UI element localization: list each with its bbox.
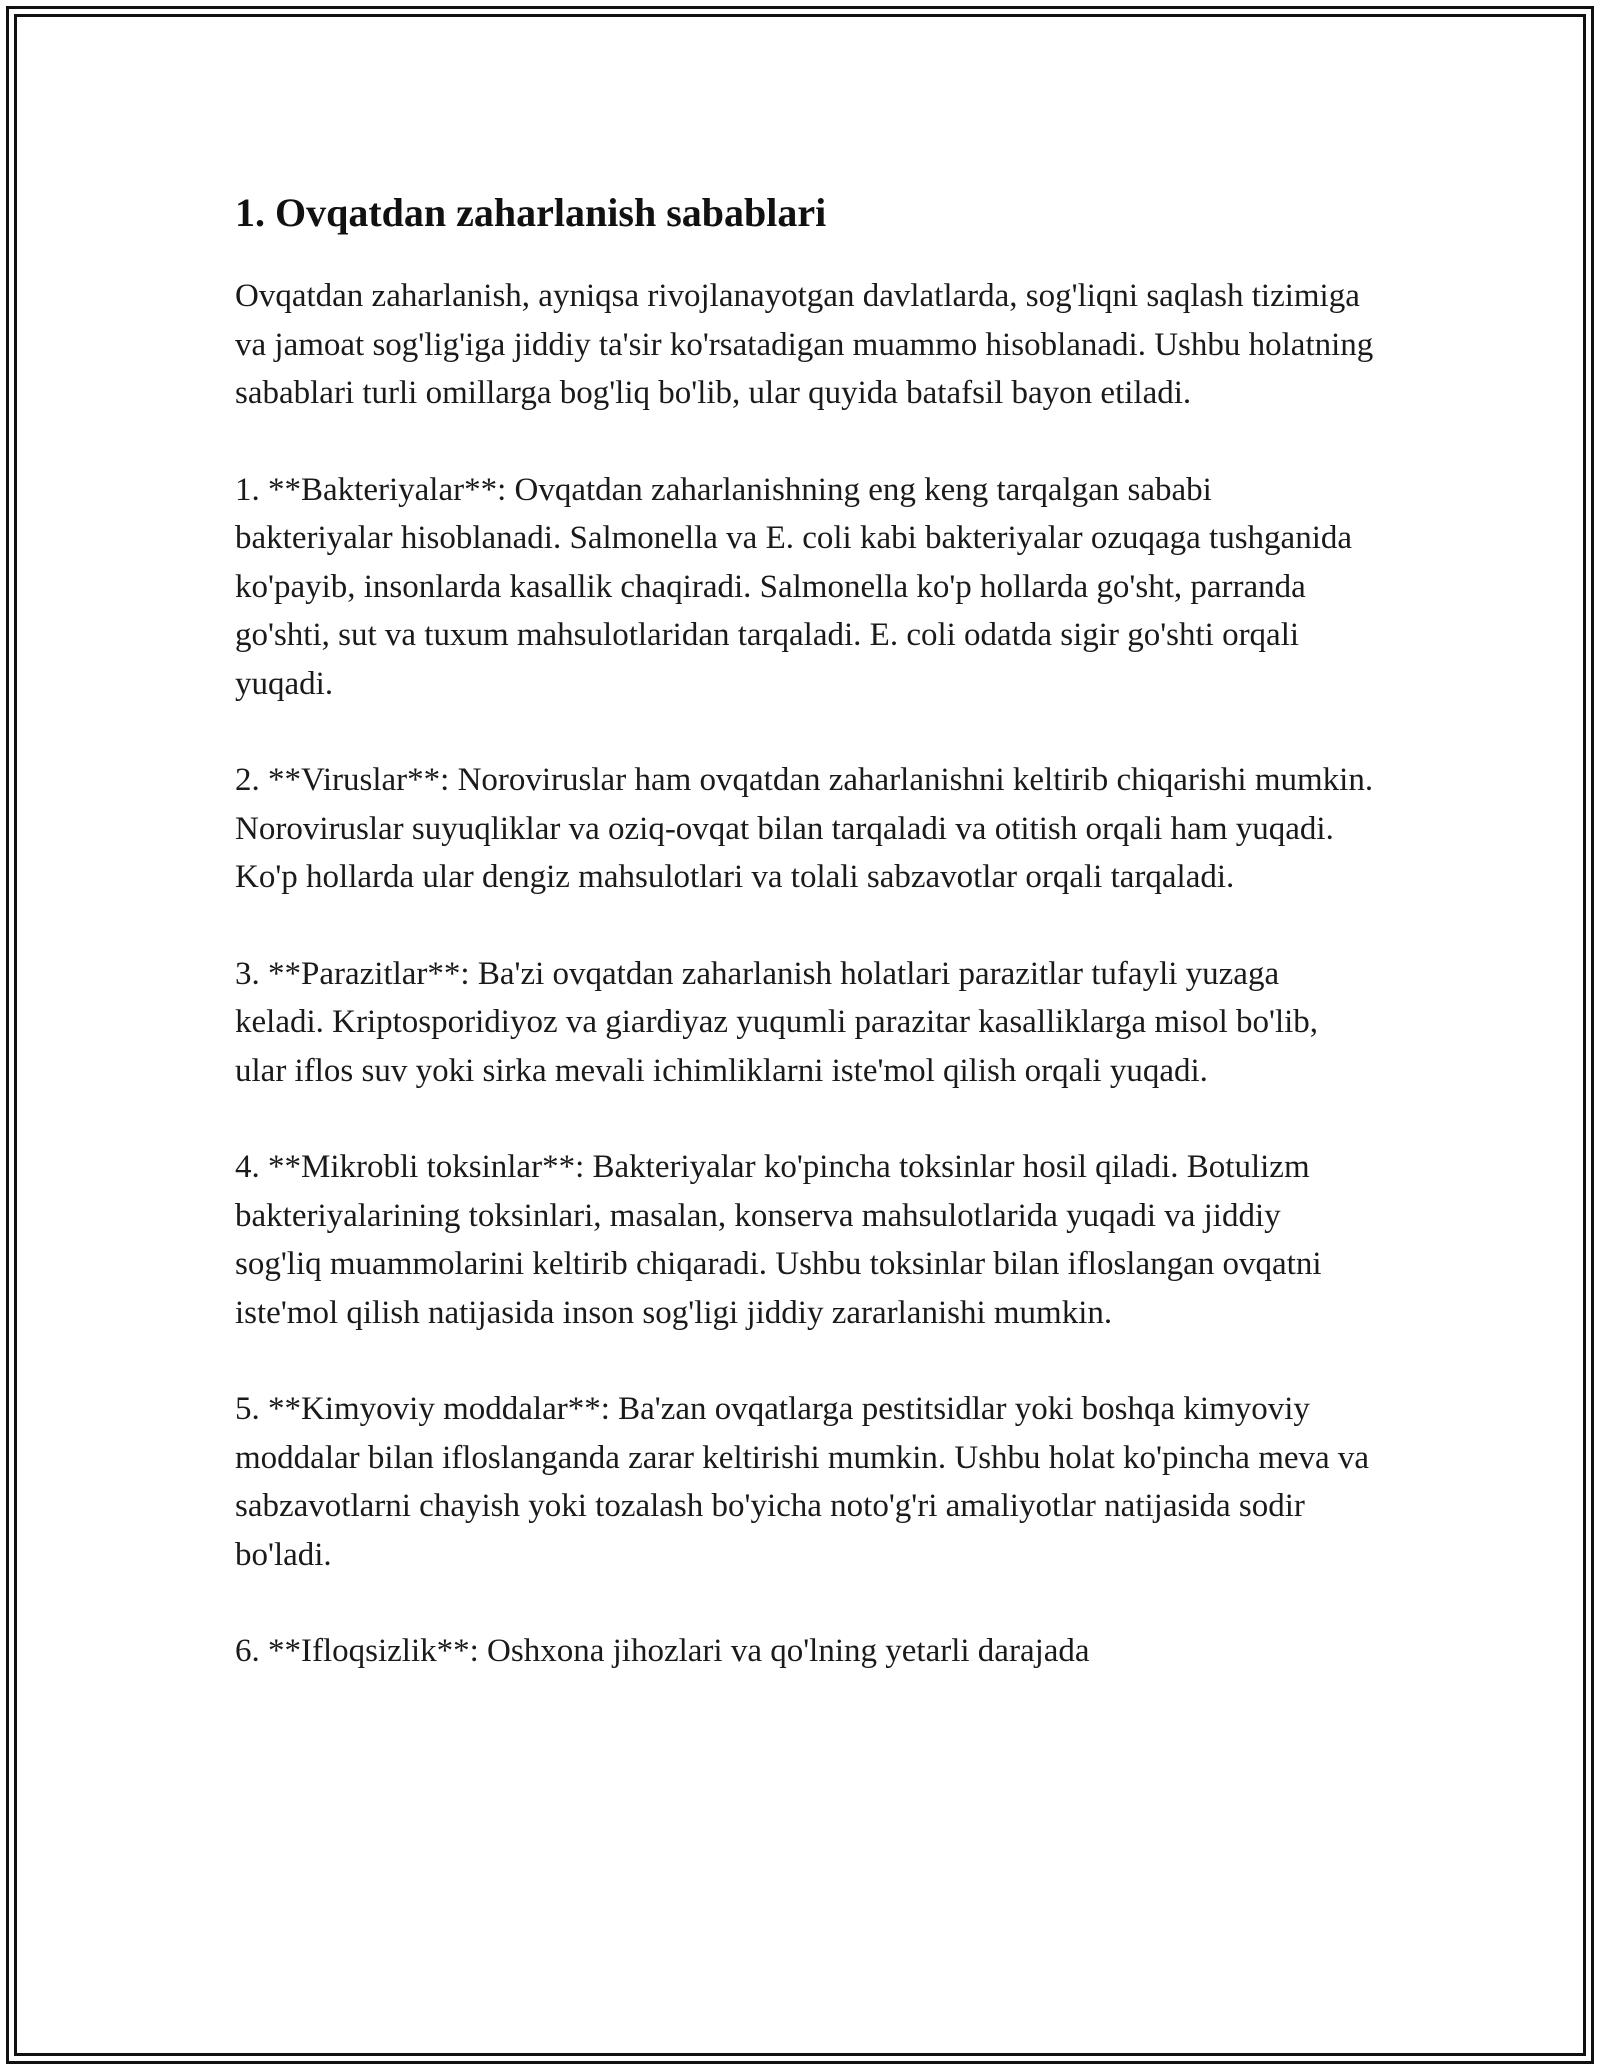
paragraph-viruses: 2. **Viruslar**: Noroviruslar ham ovqatdan zaharlanishni keltirib chiqarishi mumkin. Noroviruslar suyuqliklar va oziq-ovqat bilan tarqaladi va otitish orqali ham yuqadi. Ko'p hollarda ular dengiz mahsulotlari va tolali sabzavotlar orqali tarqaladi. (235, 762, 1374, 895)
paragraph-parasites: 3. **Parazitlar**: Ba'zi ovqatdan zaharlanish holatlari parazitlar tufayli yuzaga keladi. Kriptosporidiyoz va giardiyaz yuqumli parazitar kasalliklarga misol bo'lib, ular iflos suv yoki sirka mevali ichimliklarni iste'mol qilish orqali yuqadi. (235, 955, 1319, 1089)
intro-paragraph: Ovqatdan zaharlanish, ayniqsa rivojlanayotgan davlatlarda, sog'liqni saqlash tizimiga va jamoat sog'lig'iga jiddiy ta'sir ko'rsatadigan muammo hisoblanadi. Ushbu holatning sabablari turli omillarga bog'liq bo'lib, ular quyida batafsil bayon etiladi. (235, 278, 1374, 411)
paragraph-hygiene: 6. **Ifloqsizlik**: Oshxona jihozlari va qo'lning yetarli darajada (235, 1633, 1090, 1669)
section-heading: 1. Ovqatdan zaharlanish sabablari (235, 190, 827, 235)
paragraph-microbial-toxins: 4. **Mikrobli toksinlar**: Bakteriyalar ko'pincha toksinlar hosil qiladi. Botulizm bakteriyalarining toksinlari, masalan, konserva mahsulotlarida yuqadi va jiddiy sog'liq muammolarini keltirib chiqaradi. Ushbu toksinlar bilan ifloslangan ovqatni iste'mol qilish natijasida inson sog'ligi jiddiy zararlanishi mumkin. (235, 1149, 1322, 1331)
paragraph-chemicals: 5. **Kimyoviy moddalar**: Ba'zan ovqatlarga pestitsidlar yoki boshqa kimyoviy moddalar bilan ifloslanganda zarar keltirishi mumkin. Ushbu holat ko'pincha meva va sabzavotlarni chayish yoki tozalash bo'yicha noto'g'ri amaliyotlar natijasida sodir bo'ladi. (235, 1391, 1370, 1573)
paragraph-bacteria: 1. **Bakteriyalar**: Ovqatdan zaharlanishning eng keng tarqalgan sababi bakteriyalar hisoblanadi. Salmonella va E. coli kabi bakteriyalar ozuqaga tushganida ko'payib, insonlarda kasallik chaqiradi. Salmonella ko'p hollarda go'sht, parranda go'shti, sut va tuxum mahsulotlaridan tarqaladi. E. coli odatda sigir go'shti orqali yuqadi. (235, 471, 1353, 702)
document-body (235, 180, 1375, 1724)
